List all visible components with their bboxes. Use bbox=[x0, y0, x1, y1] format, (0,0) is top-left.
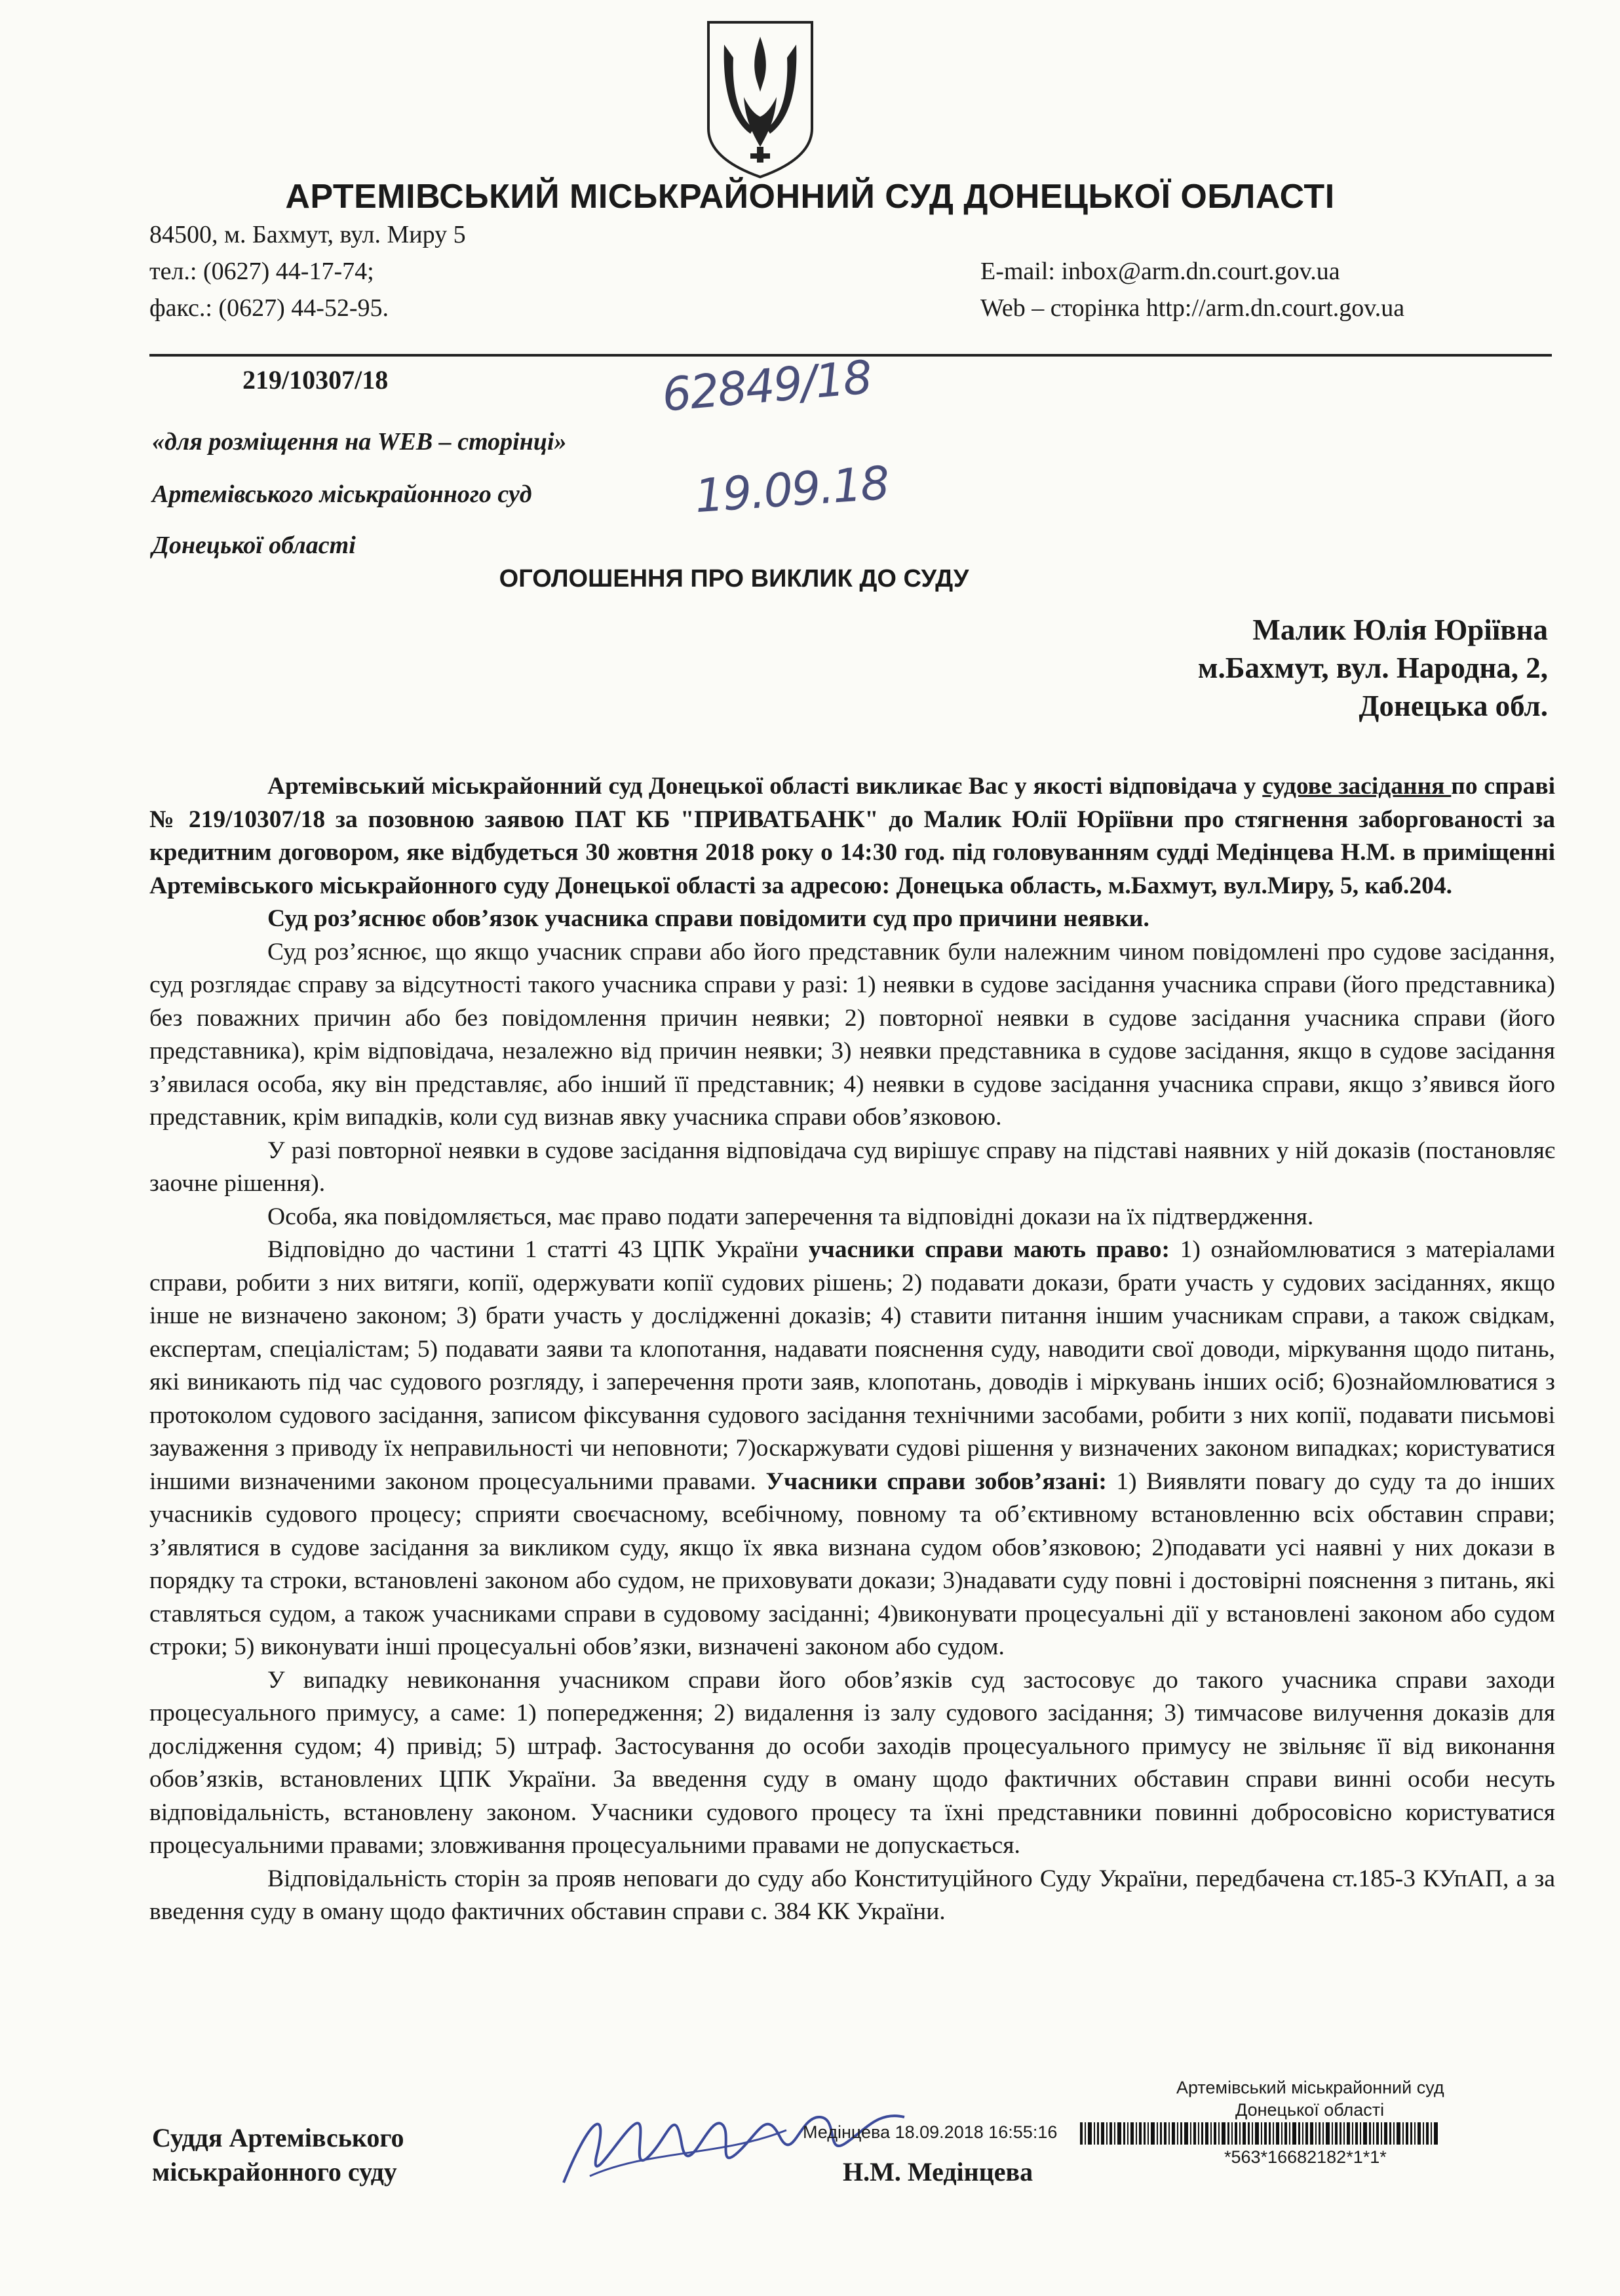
absence-consequences-paragraph: Суд роз’яснює, що якщо учасник справи або його представник були належним чином повідомлені про судове засідання, суд розглядає справу за відсутності такого учасника справи у разі: 1) неявки в судове засідання учасника справи (його представника) без поважних причин або без повідомлення причин неявки; 2) повторної неявки в судове засідання учасника справи (його представника), крім відповідача, незалежно від причин неявки; 3) неявки представника в судове засідання, якщо в судове засідання з’явилася особа, яку він представляє, або інший її представник; 4) неявки в судове засідання учасника справи, якщо з’явився його представник, крім випадків, коли суд визнав явку учасника справи обов’язковою. bbox=[149, 938, 1555, 1131]
judge-title: Суддя Артемівського міськрайонного суду bbox=[152, 2123, 404, 2187]
judge-name: Н.М. Медінцева bbox=[843, 2157, 1033, 2187]
addressee-street: м.Бахмут, вул. Народна, 2, bbox=[1197, 652, 1548, 684]
barcode-text: *563*16682182*1*1* bbox=[1224, 2147, 1387, 2167]
summons-paragraph: Артемівський міськрайонний суд Донецької області викликає Вас у якості відповідача у судове засідання по справі № 219/10307/18 за позовною заявою ПАТ КБ "ПРИВАТБАНК" до Малик Юлії Юріївни про стягнення заборгованості за кредитним договором, яке відбудеться 30 жовтня 2018 року о 14:30 год. під головуванням судді Медінцева Н.М. в приміщенні Артемівського міськрайонного суду Донецької області за адресою: Донецька область, м.Бахмут, вул.Миру, 5, каб.204. bbox=[149, 773, 1555, 899]
procedural-coercion-paragraph: У випадку невиконання учасником справи його обов’язків суд застосовує до такого учасника справи заходи процесуального примусу, а саме: 1) попередження; 2) видалення із залу судового засідання; 3) тимчасове вилучення доказів для дослідження судом; 4) привід; 5) штраф. Застосування до особи заходів процесуального примусу не звільняє її від виконання обов’язків, встановлених ЦПК України. За введення суду в оману щодо фактичних обставин справи винні особи несуть відповідальність, встановлену законом. Учасники судового процесу та їхні представники повинні добросовісно користуватися процесуальними правами; зловживання процесуальними правами не допускається. bbox=[149, 1666, 1555, 1859]
e-signature-court-line1: Артемівський міськрайонний суд bbox=[1176, 2078, 1444, 2097]
addressee-block bbox=[1198, 611, 1548, 725]
absence-duty-paragraph: Суд роз’яснює обов’язок учасника справи повідомити суд про причини неявки. bbox=[267, 905, 1149, 932]
handwritten-date: 19.09.18 bbox=[693, 456, 891, 524]
notice-body bbox=[149, 770, 1555, 1929]
court-phone: тел.: (0627) 44-17-74; bbox=[149, 258, 374, 285]
barcode bbox=[1080, 2122, 1565, 2145]
handwritten-registration-number: 62849/18 bbox=[660, 350, 874, 422]
handwritten-signature bbox=[550, 2078, 917, 2209]
rights-obligations-paragraph: Відповідно до частини 1 статті 43 ЦПК України учасники справи мають право: 1) ознайомлюватися з матеріалами справи, робити з них витяги, копії, одержувати копії судових рішень; 2) подавати докази, брати участь у судових засіданнях, якщо інше не визначено законом; 3) брати участь у дослідженні доказів; 4) ставити питання іншим учасникам справи, а також свідкам, експертам, спеціалістам; 5) подавати заяви та клопотання, надавати пояснення суду, наводити свої доводи, міркування щодо питань, які виникають під час судового розгляду, і заперечення проти заяв, клопотань, доводів і міркувань інших осіб; 6)ознайомлюватися з протоколом судового засідання, записом фіксування судового засідання технічними засобами, робити з них копії, подавати письмові зауваження з приводу їх неправильності чи неповноти; 7)оскаржувати судові рішення у визначених законом випадках; користуватися іншими визначеними законом процесуальними правами. Учасники справи зобов’язані: 1) Виявляти повагу до суду та до інших учасників судового процесу; сприяти своєчасному, всебічному, повному та об’єктивному встановленню всіх обставин справи; з’являтися в судове засідання за викликом суду, якщо їх явка визнана судом обов’язковою; 2)подавати усі наявні у них докази в порядку та строки, встановлені законом або судом, не приховувати докази; 3)надавати суду повні і достовірні пояснення з питань, які ставляться судом, а також учасниками справи в судовому засіданні; 4)виконувати процесуальні дії у встановлені законом або судом строки; 5) виконувати інші процесуальні обов’язки, визначені законом або судом. bbox=[149, 1236, 1555, 1660]
e-signature-signer-timestamp: Медінцева 18.09.2018 16:55:16 bbox=[803, 2122, 1058, 2142]
addressee-name: Малик Юлія Юріївна bbox=[1252, 613, 1548, 646]
placement-note-line3: Донецької області bbox=[152, 532, 356, 559]
court-website: Web – сторінка http://arm.dn.court.gov.ua bbox=[980, 294, 1405, 322]
court-fax: факс.: (0627) 44-52-95. bbox=[149, 294, 389, 322]
case-number: 219/10307/18 bbox=[242, 365, 389, 395]
coat-of-arms-emblem bbox=[704, 18, 816, 181]
e-signature-court-line2: Донецької області bbox=[1235, 2100, 1385, 2120]
default-judgment-paragraph: У разі повторної неявки в судове засідання відповідача суд вирішує справу на підставі наявних у ній доказів (постановляє заочне рішення). bbox=[149, 1137, 1555, 1197]
liability-paragraph: Відповідальність сторін за прояв неповаги до суду або Конституційного Суду України, передбачена ст.185-3 КУпАП, а за введення суду в оману щодо фактичних обставин справи с. 384 КК України. bbox=[149, 1865, 1555, 1925]
objection-right-paragraph: Особа, яка повідомляється, має право подати заперечення та відповідні докази на їх підтвердження. bbox=[267, 1203, 1314, 1230]
placement-note-line2: Артемівського міськрайонного суд bbox=[152, 480, 532, 508]
addressee-region: Донецька обл. bbox=[1359, 690, 1548, 722]
document-heading: ОГОЛОШЕННЯ ПРО ВИКЛИК ДО СУДУ bbox=[499, 565, 969, 593]
court-email: E-mail: inbox@arm.dn.court.gov.ua bbox=[980, 258, 1340, 285]
court-title: АРТЕМІВСЬКИЙ МІСЬКРАЙОННИЙ СУД ДОНЕЦЬКОЇ ОБЛАСТІ bbox=[285, 178, 1335, 216]
court-address: 84500, м. Бахмут, вул. Миру 5 bbox=[149, 221, 466, 248]
placement-note-line1: «для розміщення на WEB – сторінці» bbox=[152, 428, 567, 456]
